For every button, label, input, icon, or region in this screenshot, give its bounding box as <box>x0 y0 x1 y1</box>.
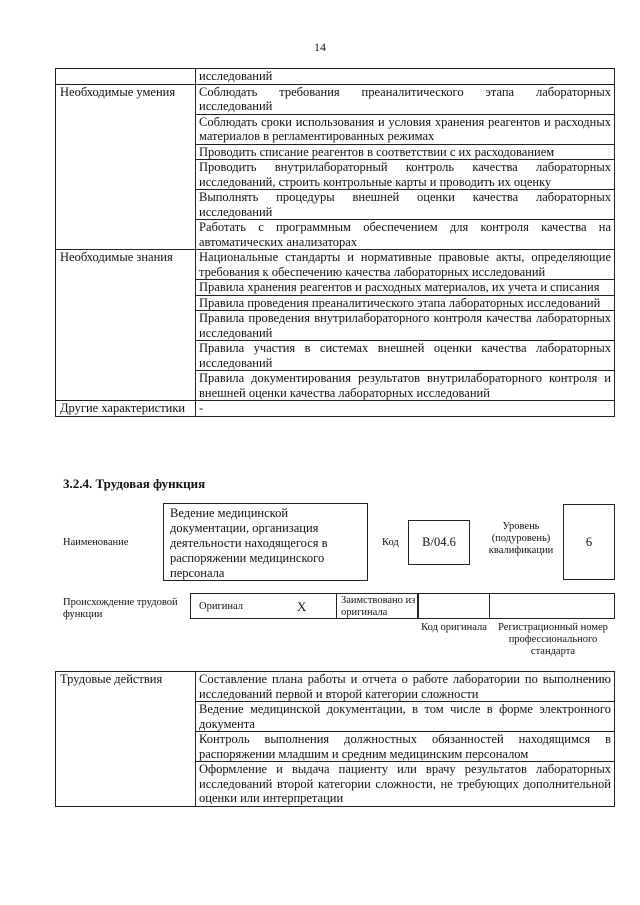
code-original-label: Код оригинала <box>421 622 487 633</box>
action-item: Ведение медицинской документации, в том числе в форме электронного документа <box>196 702 615 732</box>
table-row <box>56 401 615 417</box>
action-item: Составление плана работы и отчета о работе лаборатории по выполнению исследований первой и второй категории сложности <box>196 672 615 702</box>
reg-number-cell <box>489 593 615 619</box>
skill-item: Соблюдать требования преаналитического этапа лабораторных исследований <box>196 84 615 114</box>
skill-item: Проводить списание реагентов в соответствии с их расходованием <box>196 144 615 160</box>
code-label: Код <box>382 537 399 548</box>
knowledge-item: Правила хранения реагентов и расходных материалов, их учета и списания <box>196 280 615 296</box>
requirements-table <box>55 68 615 417</box>
level-box: 6 <box>563 504 615 580</box>
action-item: Оформление и выдача пациенту или врачу результатов лабораторных исследований второй категории сложности, не требующих дополнительной оценки или интерпретации <box>196 762 615 807</box>
table-row <box>56 69 615 85</box>
row-label <box>56 69 196 85</box>
skill-item: Работать с программным обеспечением для контроля качества на автоматических анализаторах <box>196 220 615 250</box>
knowledge-item: Правила документирования результатов внутрилабораторного контроля и внешней оценки качества лабораторных исследований <box>196 371 615 401</box>
original-label: Оригинал <box>199 601 243 612</box>
code-original-cell <box>418 593 490 619</box>
other-item: - <box>196 401 615 417</box>
reg-number-label: Регистрационный номер профессионального стандарта <box>498 622 608 657</box>
section-heading: 3.2.4. Трудовая функция <box>63 476 206 491</box>
origin-label: Происхождение трудовой функции <box>63 597 178 620</box>
borrowed-cell <box>336 593 418 619</box>
knowledge-item: Правила участия в системах внешней оценки качества лабораторных исследований <box>196 341 615 371</box>
row-label-actions: Трудовые действия <box>56 672 196 807</box>
name-label: Наименование <box>63 537 129 548</box>
skill-item: Проводить внутрилабораторный контроль качества лабораторных исследований, строить контрольные карты и проводить их оценку <box>196 160 615 190</box>
knowledge-item: Правила проведения внутрилабораторного контроля качества лабораторных исследований <box>196 311 615 341</box>
knowledge-item: Правила проведения преаналитического этапа лабораторных исследований <box>196 295 615 311</box>
knowledge-item: Национальные стандарты и нормативные правовые акты, определяющие требования к обеспечению качества лабораторных исследований <box>196 250 615 280</box>
row-label-knowledge: Необходимые знания <box>56 250 196 401</box>
code-box: B/04.6 <box>408 520 470 565</box>
row-item: исследований <box>196 69 615 85</box>
skill-item: Выполнять процедуры внешней оценки качества лабораторных исследований <box>196 190 615 220</box>
skill-item: Соблюдать сроки использования и условия хранения реагентов и расходных материалов в регламентированных режимах <box>196 114 615 144</box>
level-label: Уровень (подуровень) квалификации <box>488 521 554 556</box>
table-row <box>56 250 615 280</box>
row-label-skills: Необходимые умения <box>56 84 196 250</box>
table-row <box>56 84 615 114</box>
action-item: Контроль выполнения должностных обязанностей находящимся в распоряжении младшим и средним медицинским персоналом <box>196 732 615 762</box>
labor-actions-table <box>55 671 615 807</box>
borrowed-label: Заимствовано из оригинала <box>341 595 416 618</box>
row-label-other: Другие характеристики <box>56 401 196 417</box>
function-name-box: Ведение медицинской документации, организация деятельности находящегося в распоряжении медицинского персонала <box>163 503 368 581</box>
original-mark: X <box>297 599 307 614</box>
original-cell <box>190 593 340 619</box>
page-number: 14 <box>314 40 326 54</box>
table-row <box>56 672 615 702</box>
